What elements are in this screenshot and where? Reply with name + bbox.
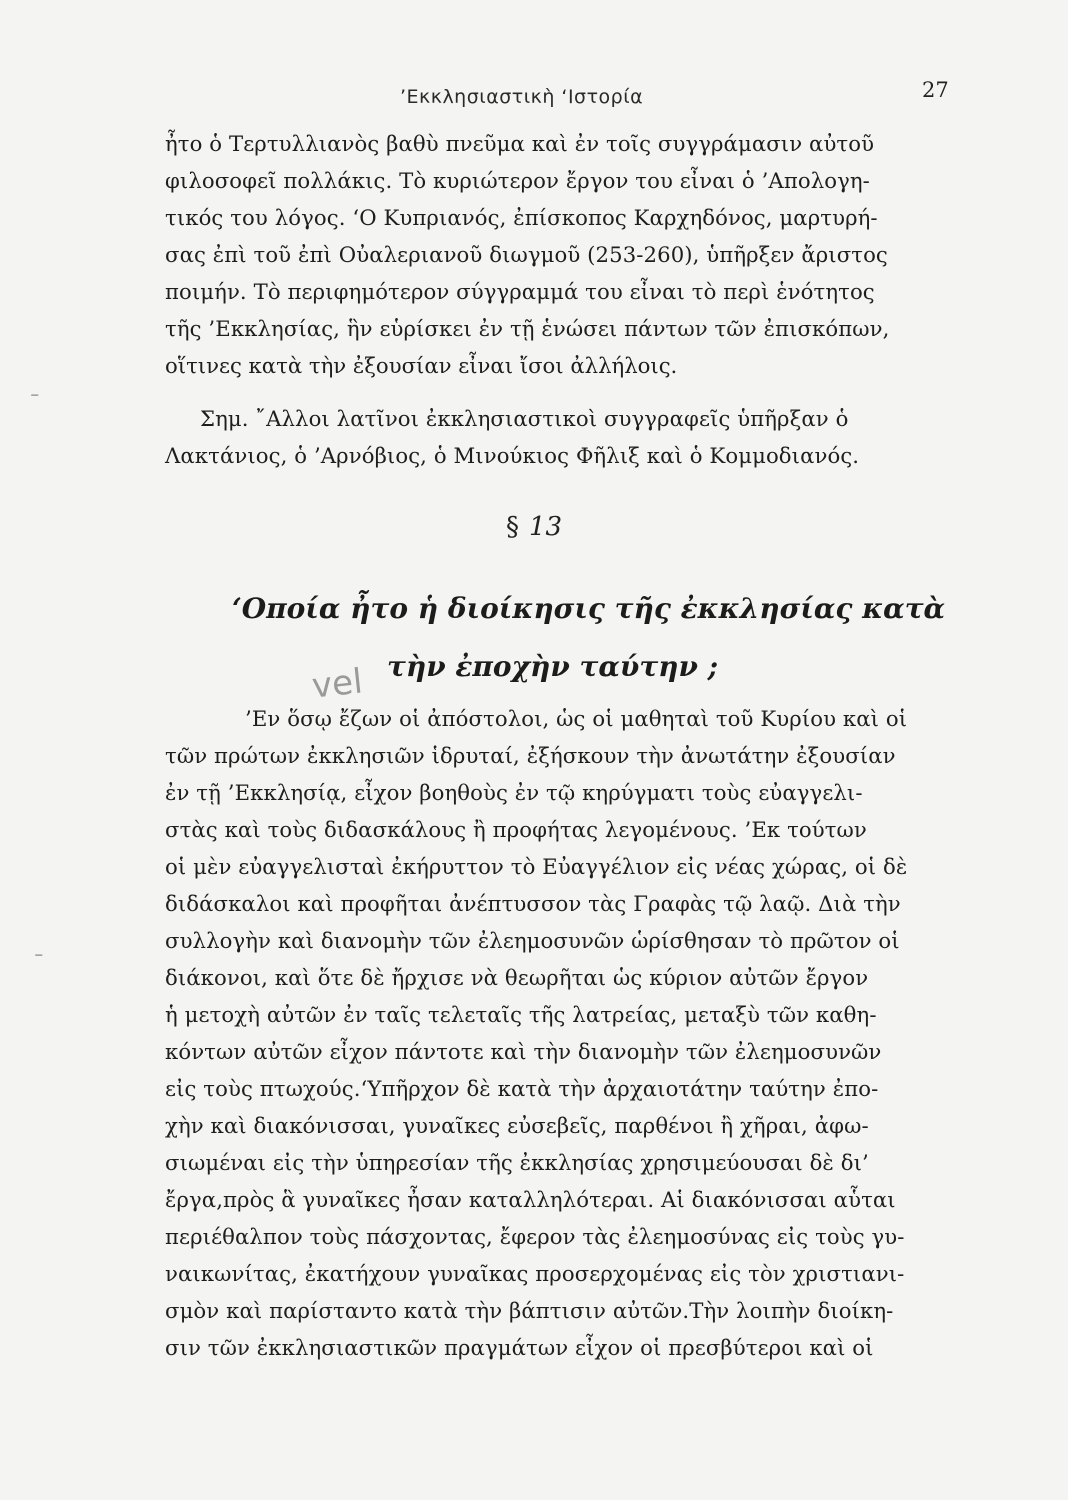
text-line: ’Εν ὅσῳ ἔζων οἱ ἀπόστολοι, ὡς οἱ μαθηταὶ τοῦ Κυρίου καὶ οἱ [245,706,908,731]
paragraph-tertullian-cyprian [165,125,980,384]
pencil-annotation: vel [310,661,365,707]
text-line: φιλοσοφεῖ πολλάκις. Τὸ κυριώτερον ἔργον του εἶναι ὁ ’Απολογη- [165,168,870,193]
text-line: ἔργα,πρὸς ἃ γυναῖκες ἦσαν καταλληλότεραι. Αἱ διακόνισσαι αὗται [165,1187,896,1212]
section-sign: § [505,512,519,542]
section-number-value: 13 [528,512,563,542]
text-line: τικός του λόγος. ‘Ο Κυπριανός, ἐπίσκοπος Καρχηδόνος, μαρτυρή- [165,205,878,230]
running-title: ’Εκκλησιαστικὴ ‘Ιστορία [400,86,644,108]
text-line: περιέθαλπον τοὺς πάσχοντας, ἔφερον τὰς ἐλεημοσύνας εἰς τοὺς γυ- [165,1224,905,1249]
note-line: Λακτάνιος, ὁ ’Αρνόβιος, ὁ Μινούκιος Φῆλιξ καὶ ὁ Κομμοδιανός. [165,443,860,468]
text-line: ναικωνίτας, ἐκατήχουν γυναῖκας προσερχομένας εἰς τὸν χριστιανι- [165,1261,905,1286]
text-line: ποιμήν. Τὸ περιφημότερον σύγγραμμά του εἶναι τὸ περὶ ἑνότητος [165,279,875,304]
text-line: σας ἐπὶ τοῦ ἐπὶ Οὐαλεριανοῦ διωγμοῦ (253-260), ὑπῆρξεν ἄριστος [165,242,888,267]
running-head [0,78,1068,116]
margin-tick-mark: ⁻ [30,388,40,409]
text-line: διδάσκαλοι καὶ προφῆται ἀνέπτυσσον τὰς Γραφὰς τῷ λαῷ. Διὰ τὴν [165,891,901,916]
margin-tick-mark: ⁻ [34,948,44,969]
paragraph-church-administration [165,700,980,1366]
text-line: ἡ μετοχὴ αὐτῶν ἐν ταῖς τελεταῖς τῆς λατρείας, μεταξὺ τῶν καθη- [165,1002,877,1027]
text-line: ἦτο ὁ Τερτυλλιανὸς βαθὺ πνεῦμα καὶ ἐν τοῖς συγγράμασιν αὐτοῦ [165,131,875,156]
text-line: τῆς ’Εκκλησίας, ἣν εὑρίσκει ἐν τῇ ἑνώσει πάντων τῶν ἐπισκόπων, [165,316,890,341]
note-line: Σημ. ῎Αλλοι λατῖνοι ἐκκλησιαστικοὶ συγγραφεῖς ὑπῆρξαν ὁ [200,406,849,431]
text-line: στὰς καὶ τοὺς διδασκάλους ἢ προφήτας λεγομένους. ’Εκ τούτων [165,817,867,842]
text-line: ἐν τῇ ’Εκκλησίᾳ, εἶχον βοηθοὺς ἐν τῷ κηρύγματι τοὺς εὐαγγελι- [165,780,863,805]
text-line: χὴν καὶ διακόνισσαι, γυναῖκες εὐσεβεῖς, παρθένοι ἢ χῆραι, ἀφω- [165,1113,869,1138]
text-line: οἵτινες κατὰ τὴν ἐξουσίαν εἶναι ἴσοι ἀλλήλοις. [165,353,678,378]
page-number: 27 [922,78,949,102]
heading-line-1: ‘Οποία ἦτο ἡ διοίκησις τῆς ἐκκλησίας κατὰ [232,592,946,625]
note-other-latin-writers [165,400,980,474]
text-line: διάκονοι, καὶ ὅτε δὲ ἤρχισε νὰ θεωρῆται ὡς κύριον αὐτῶν ἔργον [165,965,869,990]
heading-line-2: τὴν ἐποχὴν ταύτην ; [387,650,719,683]
text-line: σμὸν καὶ παρίσταντο κατὰ τὴν βάπτισιν αὐτῶν.Τὴν λοιπὴν διοίκη- [165,1298,894,1323]
text-line: οἱ μὲν εὐαγγελισταὶ ἐκήρυττον τὸ Εὐαγγέλιον εἰς νέας χώρας, οἱ δὲ [165,854,908,879]
text-line: συλλογὴν καὶ διανομὴν τῶν ἐλεημοσυνῶν ὡρίσθησαν τὸ πρῶτον οἱ [165,928,900,953]
text-line: σιν τῶν ἐκκλησιαστικῶν πραγμάτων εἶχον οἱ πρεσβύτεροι καὶ οἱ [165,1335,874,1360]
section-number [0,512,1068,542]
text-line: κόντων αὐτῶν εἶχον πάντοτε καὶ τὴν διανομὴν τῶν ἐλεημοσυνῶν [165,1039,882,1064]
text-line: τῶν πρώτων ἐκκλησιῶν ἱδρυταί, ἐξήσκουν τὴν ἀνωτάτην ἐξουσίαν [165,743,896,768]
text-line: σιωμέναι εἰς τὴν ὑπηρεσίαν τῆς ἐκκλησίας χρησιμεύουσαι δὲ δι’ [165,1150,869,1175]
text-line: εἰς τοὺς πτωχούς.‘Υπῆρχον δὲ κατὰ τὴν ἀρχαιοτάτην ταύτην ἐπο- [165,1076,879,1101]
